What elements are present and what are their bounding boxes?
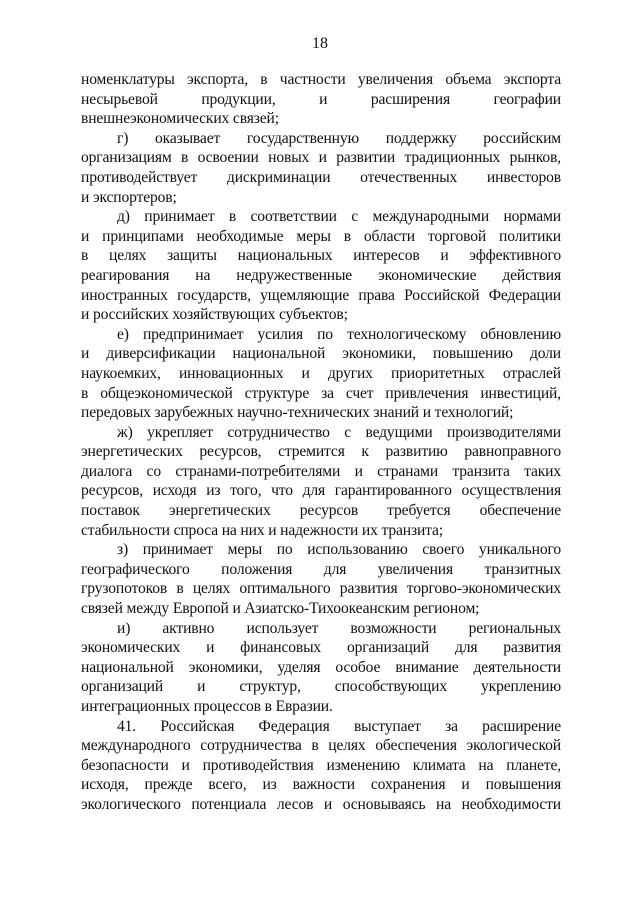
text-line: экономических и финансовых организаций для развития xyxy=(81,639,561,657)
text-line: ж) укрепляет сотрудничество с ведущими производителями xyxy=(117,423,561,441)
text-line: безопасности и противодействия изменению климата на планете, xyxy=(81,756,561,774)
text-line: д) принимает в соответствии с международными нормами xyxy=(117,208,561,226)
text-line: несырьевой продукции, и расширения географии xyxy=(81,90,561,108)
text-line: исходя, прежде всего, из важности сохранения и повышения xyxy=(81,776,561,794)
paragraph xyxy=(81,129,561,207)
text-line: наукоемких, инновационных и других приоритетных отраслей xyxy=(81,364,561,382)
paragraph xyxy=(81,70,561,129)
paragraph xyxy=(81,423,561,541)
text-line: и российских хозяйствующих субъектов; xyxy=(81,306,348,324)
text-line: и принципами необходимые меры в области торговой политики xyxy=(81,227,561,245)
text-line: передовых зарубежных научно-технических знаний и технологий; xyxy=(81,404,514,422)
text-line: энергетических ресурсов, стремится к развитию равноправного xyxy=(81,443,561,461)
paragraph xyxy=(81,325,561,423)
text-line: в общеэкономической структуре за счет привлечения инвестиций, xyxy=(81,384,561,402)
text-line: поставок энергетических ресурсов требуется обеспечение xyxy=(81,502,561,520)
page-number: 18 xyxy=(312,35,328,52)
text-line: номенклатуры экспорта, в частности увеличения объема экспорта xyxy=(81,71,561,88)
text-line: географического положения для увеличения транзитных xyxy=(81,560,561,578)
text-line: в целях защиты национальных интересов и эффективного xyxy=(81,247,561,265)
text-line: ресурсов, исходя из того, что для гарантированного осуществления xyxy=(81,482,561,500)
text-line: 41. Российская Федерация выступает за расширение xyxy=(117,717,561,735)
text-line: и диверсификации национальной экономики, повышению доли xyxy=(81,345,561,363)
text-line: стабильности спроса на них и надежности их транзита; xyxy=(81,521,443,539)
paragraph xyxy=(81,207,561,325)
text-line: е) предпринимает усилия по технологическому обновлению xyxy=(117,325,561,343)
text-line: грузопотоков в целях оптимального развития торгово-экономических xyxy=(81,580,561,598)
document-body xyxy=(81,70,561,815)
text-line: национальной экономики, уделяя особое внимание деятельности xyxy=(81,658,561,676)
text-line: интеграционных процессов в Евразии. xyxy=(81,698,333,715)
text-line: связей между Европой и Азиатско-Тихоокеанским регионом; xyxy=(81,600,480,618)
paragraph xyxy=(81,717,561,815)
text-line: и экспортеров; xyxy=(81,188,177,206)
text-line: противодействует дискриминации отечественных инвесторов xyxy=(81,168,561,186)
text-line: реагирования на недружественные экономические действия xyxy=(81,266,561,284)
text-line: з) принимает меры по использованию своего уникального xyxy=(117,541,561,559)
text-line: организаций и структур, способствующих укреплению xyxy=(81,678,561,696)
text-line: экологического потенциала лесов и основываясь на необходимости xyxy=(81,795,561,813)
text-line: организациям в освоении новых и развитии традиционных рынков, xyxy=(81,149,561,167)
paragraph xyxy=(81,619,561,717)
text-line: диалога со странами-потребителями и странами транзита таких xyxy=(81,462,561,480)
text-line: внешнеэкономических связей; xyxy=(81,110,279,128)
text-line: международного сотрудничества в целях обеспечения экологической xyxy=(81,737,561,755)
text-line: иностранных государств, ущемляющие права Российской Федерации xyxy=(81,286,561,304)
text-line: и) активно использует возможности региональных xyxy=(117,619,561,637)
paragraph xyxy=(81,540,561,618)
text-line: г) оказывает государственную поддержку российским xyxy=(117,129,561,147)
